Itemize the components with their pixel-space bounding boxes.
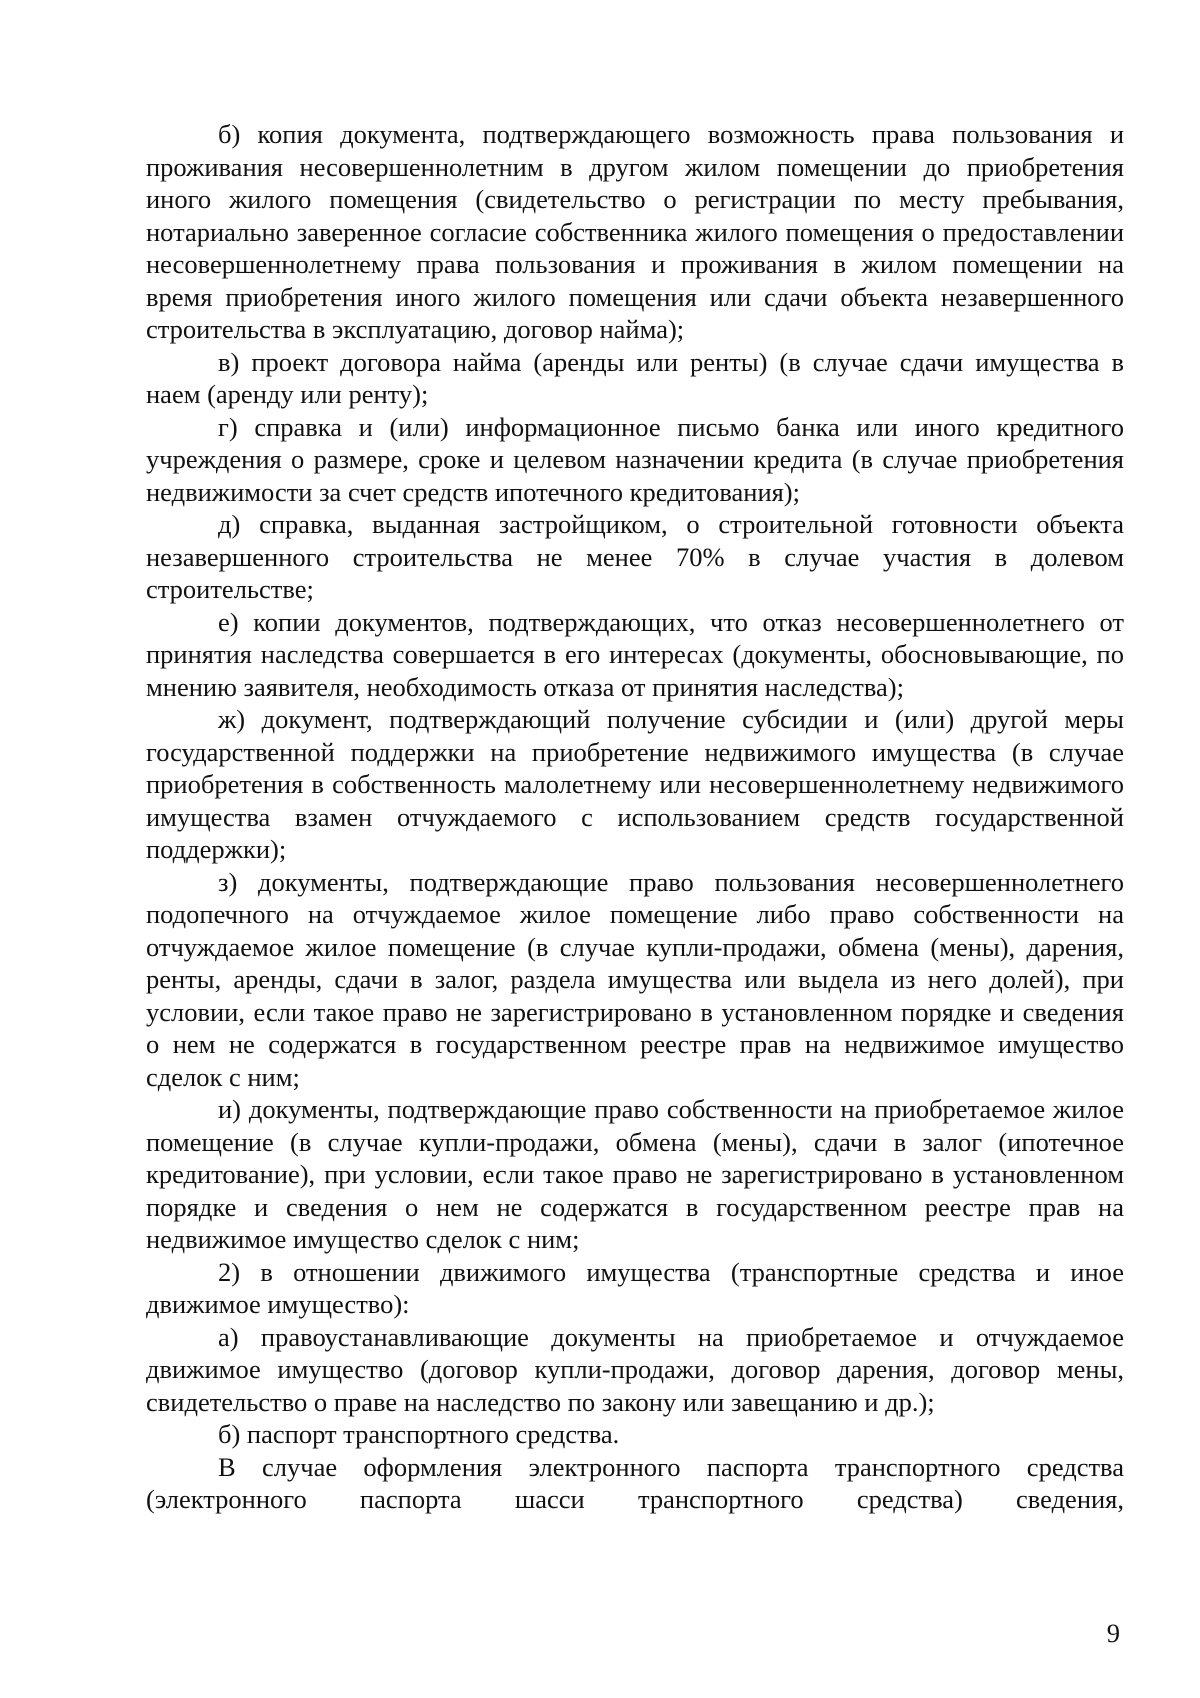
paragraph-2-movable-property: 2) в отношении движимого имущества (транспортные средства и иное движимое имущество): [146, 1256, 1124, 1319]
paragraph-g-bank-letter: г) справка и (или) информационное письмо банка или иного кредитного учреждения о размере, сроке и целевом назначении кредита (в случае приобретения недвижимости за счет средств ипотечного кредитования); [146, 411, 1124, 507]
paragraph-zh-subsidy-document: ж) документ, подтверждающий получение субсидии и (или) другой меры государственной поддержки на приобретение недвижимого имущества (в случае приобретения в собственность малолетнему или несовершеннолетнему недвижимого имущества взамен отчуждаемого с использованием средств государственной поддержки); [146, 704, 1124, 864]
paragraph-b-vehicle-passport: б) паспорт транспортного средства. [218, 1419, 620, 1449]
paragraph-v-lease-draft: в) проект договора найма (аренды или ренты) (в случае сдачи имущества в наем (аренду или ренту); [146, 346, 1124, 409]
paragraph-electronic-passport: В случае оформления электронного паспорта транспортного средства (электронного паспорта шасси транспортного средства) сведения, [146, 1451, 1124, 1514]
paragraph-e-inheritance-refusal: е) копии документов, подтверждающих, что отказ несовершеннолетнего от принятия наследства совершается в его интересах (документы, обосновывающие, по мнению заявителя, необходимость отказа от принятия наследства); [146, 606, 1124, 702]
paragraph-z-alienated-property-rights: з) документы, подтверждающие право пользования несовершеннолетнего подопечного на отчуждаемое жилое помещение либо право собственности на отчуждаемое жилое помещение (в случае купли-продажи, обмена (мены), дарения, ренты, аренды, сдачи в залог, раздела имущества или выдела из него долей), при условии, если такое право не зарегистрировано в установленном порядке и сведения о нем не содержатся в государственном реестре прав на недвижимое имущество сделок с ним; [146, 866, 1124, 1092]
paragraph-d-developer-certificate: д) справка, выданная застройщиком, о строительной готовности объекта незавершенного строительства не менее 70% в случае участия в долевом строительстве; [146, 509, 1124, 604]
page-number: 9 [1106, 1618, 1120, 1648]
paragraph-b-housing-rights: б) копия документа, подтверждающего возможность права пользования и проживания несовершеннолетним в другом жилом помещении до приобретения иного жилого помещения (свидетельство о регистрации по месту пребывания, нотариально заверенное согласие собственника жилого помещения о предоставлении несовершеннолетнему права пользования и проживания в жилом помещении на время приобретения иного жилого помещения или сдачи объекта незавершенного строительства в эксплуатацию, договор найма); [146, 119, 1124, 344]
body-text [146, 118, 1124, 1516]
paragraph-a-title-documents: а) правоустанавливающие документы на приобретаемое и отчуждаемое движимое имущество (договор купли-продажи, договор дарения, договор мены, свидетельство о праве на наследство по закону или завещанию и др.); [146, 1321, 1124, 1417]
paragraph-i-acquired-property-rights: и) документы, подтверждающие право собственности на приобретаемое жилое помещение (в случае купли-продажи, обмена (мены), сдачи в залог (ипотечное кредитование), при условии, если такое право не зарегистрировано в установленном порядке и сведения о нем не содержатся в государственном реестре прав на недвижимое имущество сделок с ним; [146, 1094, 1124, 1254]
